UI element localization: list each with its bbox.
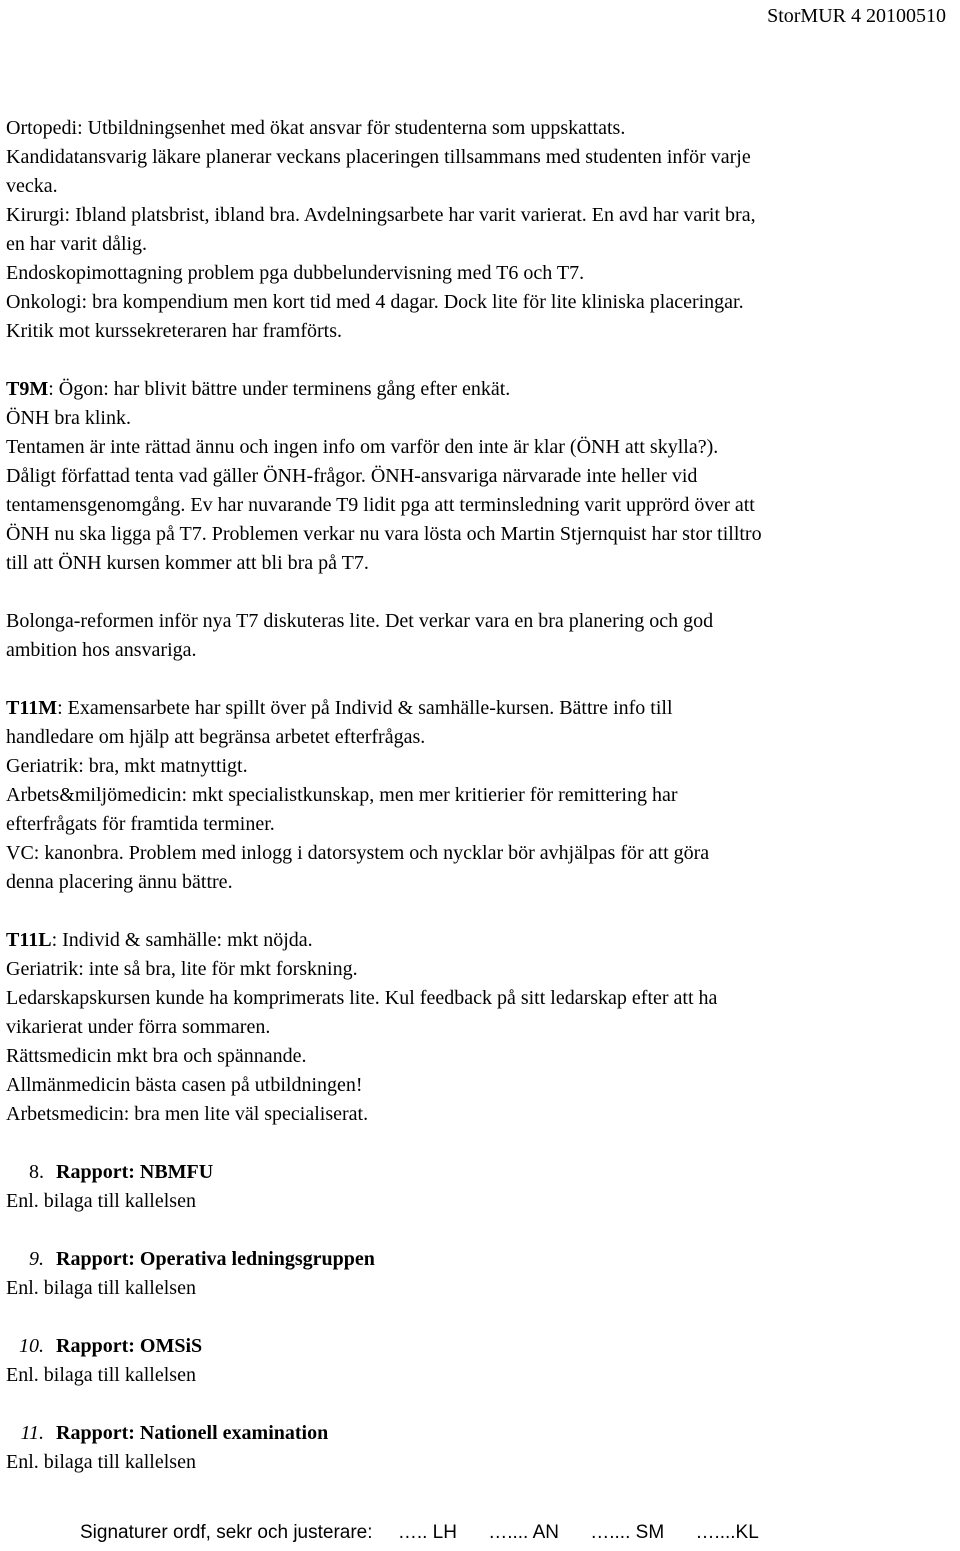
- t11l-line: T11L: Individ & samhälle: mkt nöjda.: [6, 929, 313, 951]
- section-title: Rapport: NBMFU: [56, 1161, 214, 1183]
- t11l-line: Rättsmedicin mkt bra och spännande.: [6, 1045, 307, 1067]
- t11l-line: Arbetsmedicin: bra men lite väl specialiserat.: [6, 1103, 369, 1125]
- section-number: 9.: [29, 1248, 44, 1270]
- section-number: 11.: [20, 1422, 44, 1444]
- body-line: Ortopedi: Utbildningsenhet med ökat ansvar för studenterna som uppskattats.: [6, 117, 626, 139]
- document-body: [6, 114, 956, 1477]
- page-header: StorMUR 4 20100510: [767, 5, 946, 27]
- section-body: Enl. bilaga till kallelsen: [6, 1451, 196, 1473]
- section-body: Enl. bilaga till kallelsen: [6, 1190, 196, 1212]
- section-number: 8.: [29, 1161, 44, 1183]
- section-body: Enl. bilaga till kallelsen: [6, 1364, 196, 1386]
- signature-sm: ….... SM: [590, 1522, 665, 1543]
- signature-an: ….... AN: [488, 1522, 559, 1543]
- signature-lh: ….. LH: [397, 1522, 457, 1543]
- section-heading: [6, 1158, 956, 1187]
- body-line: Kirurgi: Ibland platsbrist, ibland bra. Avdelningsarbete har varit varierat. En avd har varit bra,: [6, 204, 756, 226]
- t11l-line: vikarierat under förra sommaren.: [6, 1016, 271, 1038]
- t11m-line: Arbets&miljömedicin: mkt specialistkunskap, men mer kritierier för remittering har: [6, 784, 678, 806]
- t11m-line: Geriatrik: bra, mkt matnyttigt.: [6, 755, 248, 777]
- t11l-line: Geriatrik: inte så bra, lite för mkt forskning.: [6, 958, 358, 980]
- section-heading: [6, 1419, 956, 1448]
- body-line: Kandidatansvarig läkare planerar veckans placeringen tillsammans med studenten inför varje: [6, 146, 751, 168]
- signature-footer: [80, 1521, 759, 1545]
- t9m-label: T9M: [6, 378, 49, 400]
- body-line: Kritik mot kurssekreteraren har framförts.: [6, 320, 342, 342]
- body-line: Endoskopimottagning problem pga dubbelundervisning med T6 och T7.: [6, 262, 585, 284]
- body-line: Onkologi: bra kompendium men kort tid med 4 dagar. Dock lite för lite kliniska placeringar.: [6, 291, 744, 313]
- t9m-line: Tentamen är inte rättad ännu och ingen info om varför den inte är klar (ÖNH att skylla?).: [6, 436, 719, 458]
- t11m-line: denna placering ännu bättre.: [6, 871, 233, 893]
- t11m-line: VC: kanonbra. Problem med inlogg i datorsystem och nycklar bör avhjälpas för att göra: [6, 842, 710, 864]
- t11l-line: Allmänmedicin bästa casen på utbildningen!: [6, 1074, 363, 1096]
- t11m-line: T11M: Examensarbete har spillt över på Individ & samhälle-kursen. Bättre info till: [6, 697, 673, 719]
- t9m-line: till att ÖNH kursen kommer att bli bra på T7.: [6, 552, 369, 574]
- t11l-line: Ledarskapskursen kunde ha komprimerats lite. Kul feedback på sitt ledarskap efter att ha: [6, 987, 718, 1009]
- section-heading: [6, 1332, 956, 1361]
- section-title: Rapport: Nationell examination: [56, 1422, 329, 1444]
- t9m-line: tentamensgenomgång. Ev har nuvarande T9 lidit pga att terminsledning varit upprörd över att: [6, 494, 755, 516]
- bolonga-line: Bolonga-reformen inför nya T7 diskuteras lite. Det verkar vara en bra planering och god: [6, 610, 714, 632]
- section-title: Rapport: OMSiS: [56, 1335, 203, 1357]
- t11m-line: efterfrågats för framtida terminer.: [6, 813, 275, 835]
- section-heading: [6, 1245, 956, 1274]
- signature-label: Signaturer ordf, sekr och justerare:: [80, 1522, 373, 1543]
- body-line: en har varit dålig.: [6, 233, 148, 255]
- section-body: Enl. bilaga till kallelsen: [6, 1277, 196, 1299]
- bolonga-line: ambition hos ansvariga.: [6, 639, 197, 661]
- t9m-line: ÖNH bra klink.: [6, 407, 131, 429]
- t11m-line: handledare om hjälp att begränsa arbetet efterfrågas.: [6, 726, 426, 748]
- body-line: vecka.: [6, 175, 58, 197]
- t9m-line: Dåligt författad tenta vad gäller ÖNH-frågor. ÖNH-ansvariga närvarade inte heller vid: [6, 465, 698, 487]
- section-number: 10.: [19, 1335, 44, 1357]
- t9m-line: T9M: Ögon: har blivit bättre under terminens gång efter enkät.: [6, 378, 511, 400]
- t9m-line: ÖNH nu ska ligga på T7. Problemen verkar nu vara lösta och Martin Stjernquist har stor tilltro: [6, 523, 762, 545]
- t11m-label: T11M: [6, 697, 58, 719]
- section-title: Rapport: Operativa ledningsgruppen: [56, 1248, 375, 1270]
- signature-kl: …....KL: [695, 1522, 759, 1543]
- t11l-label: T11L: [6, 929, 52, 951]
